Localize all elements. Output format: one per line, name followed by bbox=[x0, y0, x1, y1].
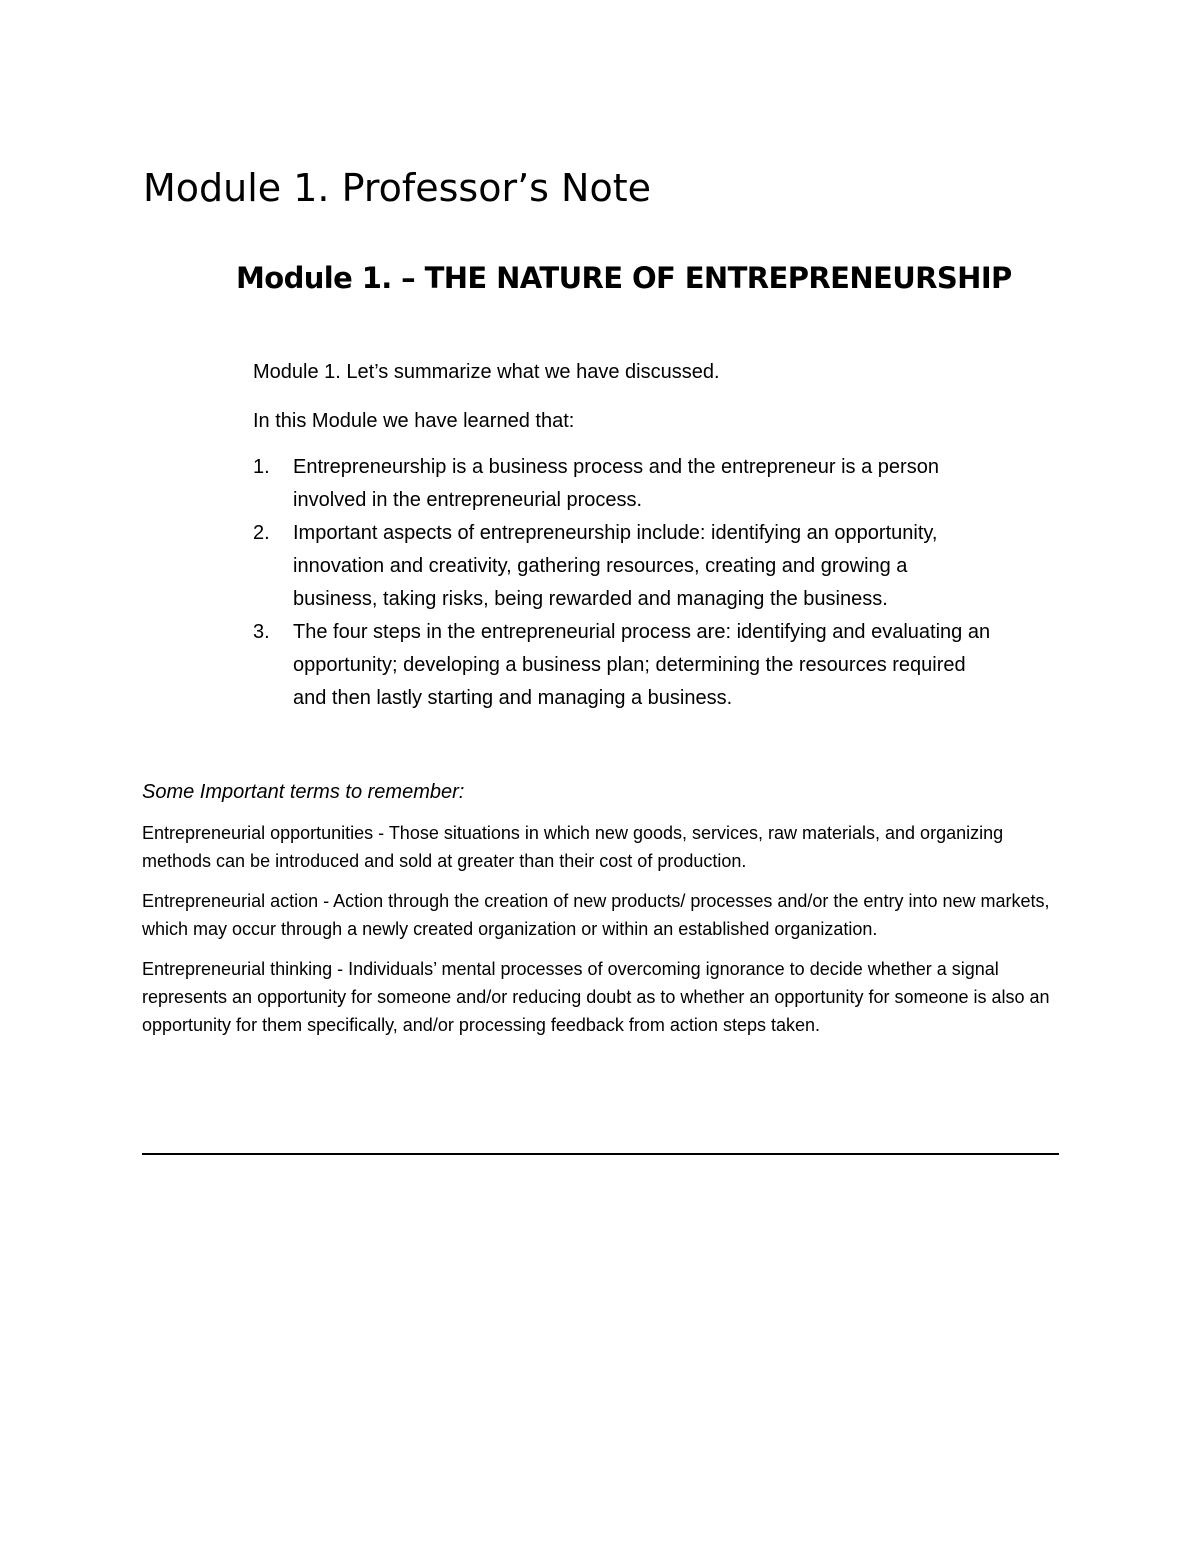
terms-section bbox=[142, 778, 1052, 1051]
list-item-number: 3. bbox=[253, 621, 270, 643]
list-item-text: The four steps in the entrepreneurial process are: identifying and evaluating an opportunity; developing a business plan; determining the resources required and then lastly starting and managing a business. bbox=[293, 621, 991, 709]
list-item bbox=[253, 517, 993, 616]
terms-heading: Some Important terms to remember: bbox=[142, 781, 465, 803]
summary-section bbox=[253, 356, 1053, 715]
term-definition: Entrepreneurial action - Action through the creation of new products/ processes and/or the entry into new markets, which may occur through a newly created organization or within an established organization. bbox=[142, 891, 1050, 939]
list-item-number: 2. bbox=[253, 522, 270, 544]
module-heading: Module 1. – THE NATURE OF ENTREPRENEURSHIP bbox=[236, 261, 1012, 295]
term-definition: Entrepreneurial opportunities - Those situations in which new goods, services, raw materials, and organizing methods can be introduced and sold at greater than their cost of production. bbox=[142, 823, 1004, 871]
list-item bbox=[253, 616, 993, 715]
list-item-text: Entrepreneurship is a business process and the entrepreneur is a person involved in the entrepreneurial process. bbox=[293, 456, 939, 511]
intro-line: In this Module we have learned that: bbox=[253, 410, 575, 432]
page-title: Module 1. Professor’s Note bbox=[143, 166, 652, 210]
list-item-number: 1. bbox=[253, 456, 270, 478]
list-item bbox=[253, 451, 993, 517]
list-item-text: Important aspects of entrepreneurship include: identifying an opportunity, innovation and creativity, gathering resources, creating and growing a business, taking risks, being rewarded and managing the business. bbox=[293, 522, 938, 610]
horizontal-divider bbox=[142, 1153, 1059, 1155]
learning-points-list bbox=[253, 451, 1053, 715]
term-definition: Entrepreneurial thinking - Individuals’ mental processes of overcoming ignorance to decide whether a signal represents an opportunity for someone and/or reducing doubt as to whether an opportunity for someone is also an opportunity for them specifically, and/or processing feedback from action steps taken. bbox=[142, 959, 1050, 1035]
summary-line: Module 1. Let’s summarize what we have discussed. bbox=[253, 361, 720, 383]
